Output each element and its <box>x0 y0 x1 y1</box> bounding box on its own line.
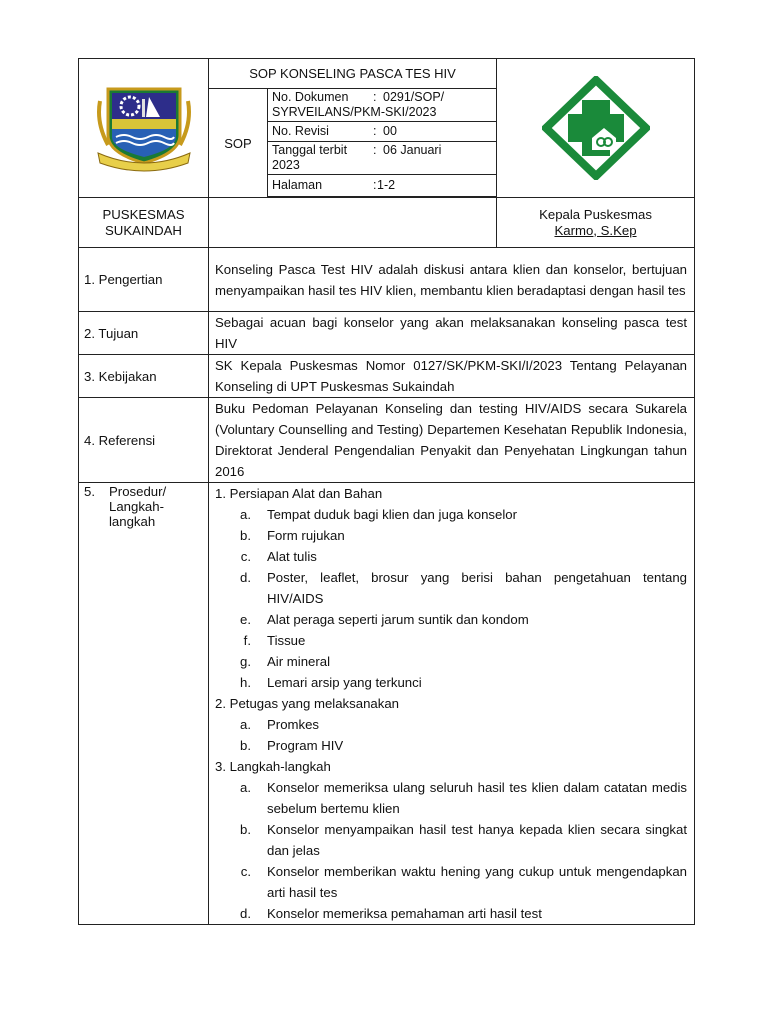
step-item <box>215 903 687 924</box>
step-item-text: Lemari arsip yang terkunci <box>267 675 422 690</box>
puskesmas-green-cross-logo <box>542 76 650 180</box>
section-text-pengertian: Konseling Pasca Test HIV adalah diskusi antara klien dan konselor, bertujuan menyampaikan hasil tes HIV klien, membantu klien beradaptasi dengan hasil tes <box>209 248 695 312</box>
meta-label: Halaman <box>272 178 323 192</box>
step-item <box>215 504 687 525</box>
step-item <box>215 525 687 546</box>
org-name: PUSKESMAS SUKAINDAH <box>79 198 209 248</box>
regency-coat-of-arms-logo <box>94 83 194 173</box>
signer-name: Karmo, S.Kep <box>554 222 637 238</box>
signer-title: Kepala Puskesmas <box>539 206 652 222</box>
step-item <box>215 630 687 651</box>
step-item-marker: b. <box>240 528 251 543</box>
section-label-kebijakan: 3. Kebijakan <box>79 355 209 398</box>
meta-value-continued: SYRVEILANS/PKM-SKI/2023 <box>272 105 437 119</box>
step-item-text: Poster, leaflet, brosur yang berisi bahan pengetahuan tentang HIV/AIDS <box>267 570 688 606</box>
section-text-tujuan: Sebagai acuan bagi konselor yang akan melaksanakan konseling pasca test HIV <box>209 312 695 355</box>
step-item-marker: d. <box>240 906 251 921</box>
step-item-text: Alat tulis <box>267 549 317 564</box>
step-item <box>215 735 687 756</box>
section-label-pengertian: 1. Pengertian <box>79 248 209 312</box>
steps-list <box>215 483 687 924</box>
step-item <box>215 651 687 672</box>
meta-value: 1-2 <box>377 178 396 192</box>
sop-table <box>78 58 695 925</box>
step-item-marker: f. <box>243 633 251 648</box>
right-logo-cell <box>497 59 695 198</box>
section-label-prosedur: 5. Prosedur/ Langkah- langkah <box>79 483 209 925</box>
meta-row-halaman: Halaman : 1-2 <box>268 175 497 197</box>
step-item-text: Konselor menyampaikan hasil test hanya kepada klien secara singkat dan jelas <box>267 822 688 858</box>
step-item-text: Tissue <box>267 633 306 648</box>
step-item-marker: c. <box>240 864 251 879</box>
step-item-text: Konselor memeriksa ulang seluruh hasil tes klien dalam catatan medis sebelum bertemu klien <box>267 780 688 816</box>
step-item-text: Program HIV <box>267 738 344 753</box>
step-item-text: Konselor memeriksa pemahaman arti hasil test <box>267 906 542 921</box>
meta-value: 00 <box>383 124 397 138</box>
step-item-marker: d. <box>240 570 251 585</box>
sop-label: SOP <box>209 89 268 198</box>
step-item-text: Konselor memberikan waktu hening yang cukup untuk mengendapkan arti hasil tes <box>267 864 688 900</box>
step-item-text: Alat peraga seperti jarum suntik dan kondom <box>267 612 529 627</box>
step-item-marker: e. <box>240 612 251 627</box>
document-meta <box>268 89 497 198</box>
meta-value: 06 Januari <box>383 143 442 157</box>
step-item-text: Tempat duduk bagi klien dan juga konselor <box>267 507 517 522</box>
step-item-marker: b. <box>240 738 251 753</box>
signature-space <box>209 198 497 248</box>
step-item-marker: h. <box>240 675 251 690</box>
step-item-text: Form rujukan <box>267 528 345 543</box>
left-logo-cell <box>79 59 209 198</box>
step-item <box>215 861 687 903</box>
section-text-kebijakan: SK Kepala Puskesmas Nomor 0127/SK/PKM-SKI/I/2023 Tentang Pelayanan Konseling di UPT Puskesmas Sukaindah <box>209 355 695 398</box>
section-label-tujuan: 2. Tujuan <box>79 312 209 355</box>
step-item <box>215 777 687 819</box>
step-item-marker: a. <box>240 780 251 795</box>
step-item <box>215 609 687 630</box>
step-item <box>215 819 687 861</box>
step-title: 1. Persiapan Alat dan Bahan <box>215 486 383 501</box>
meta-row-nomor: No. Dokumen : 0291/SOP/ SYRVEILANS/PKM-SKI/2023 <box>268 89 497 122</box>
document-title: SOP KONSELING PASCA TES HIV <box>209 59 497 89</box>
step-item-marker: a. <box>240 717 251 732</box>
step-item-text: Promkes <box>267 717 320 732</box>
step-item-text: Air mineral <box>267 654 331 669</box>
step-item <box>215 567 687 609</box>
step-item-marker: g. <box>240 654 251 669</box>
step-item-marker: b. <box>240 822 251 837</box>
sop-document <box>78 58 694 925</box>
step-title: 3. Langkah-langkah <box>215 759 331 774</box>
meta-value: 0291/SOP/ <box>383 90 445 104</box>
meta-row-tanggal: Tanggal terbit : 06 Januari 2023 <box>268 142 497 175</box>
meta-label: Tanggal terbit <box>272 143 348 157</box>
meta-value-continued: 2023 <box>272 158 300 172</box>
step-title: 2. Petugas yang melaksanakan <box>215 696 400 711</box>
prosedur-content <box>209 483 695 925</box>
meta-label: No. Revisi <box>272 124 329 138</box>
meta-label: No. Dokumen <box>272 90 349 104</box>
meta-row-revisi: No. Revisi : 00 <box>268 122 497 142</box>
section-label-referensi: 4. Referensi <box>79 398 209 483</box>
section-text-referensi: Buku Pedoman Pelayanan Konseling dan testing HIV/AIDS secara Sukarela (Voluntary Counselling and Testing) Departemen Kesehatan Republik Indonesia, Direktorat Jenderal Pengendalian Penyakit dan Penyehatan Lingkungan tahun 2016 <box>209 398 695 483</box>
step-item <box>215 546 687 567</box>
step-item-marker: a. <box>240 507 251 522</box>
step-item <box>215 672 687 693</box>
signer-block <box>497 198 695 248</box>
step-item <box>215 714 687 735</box>
step-item-marker: c. <box>240 549 251 564</box>
